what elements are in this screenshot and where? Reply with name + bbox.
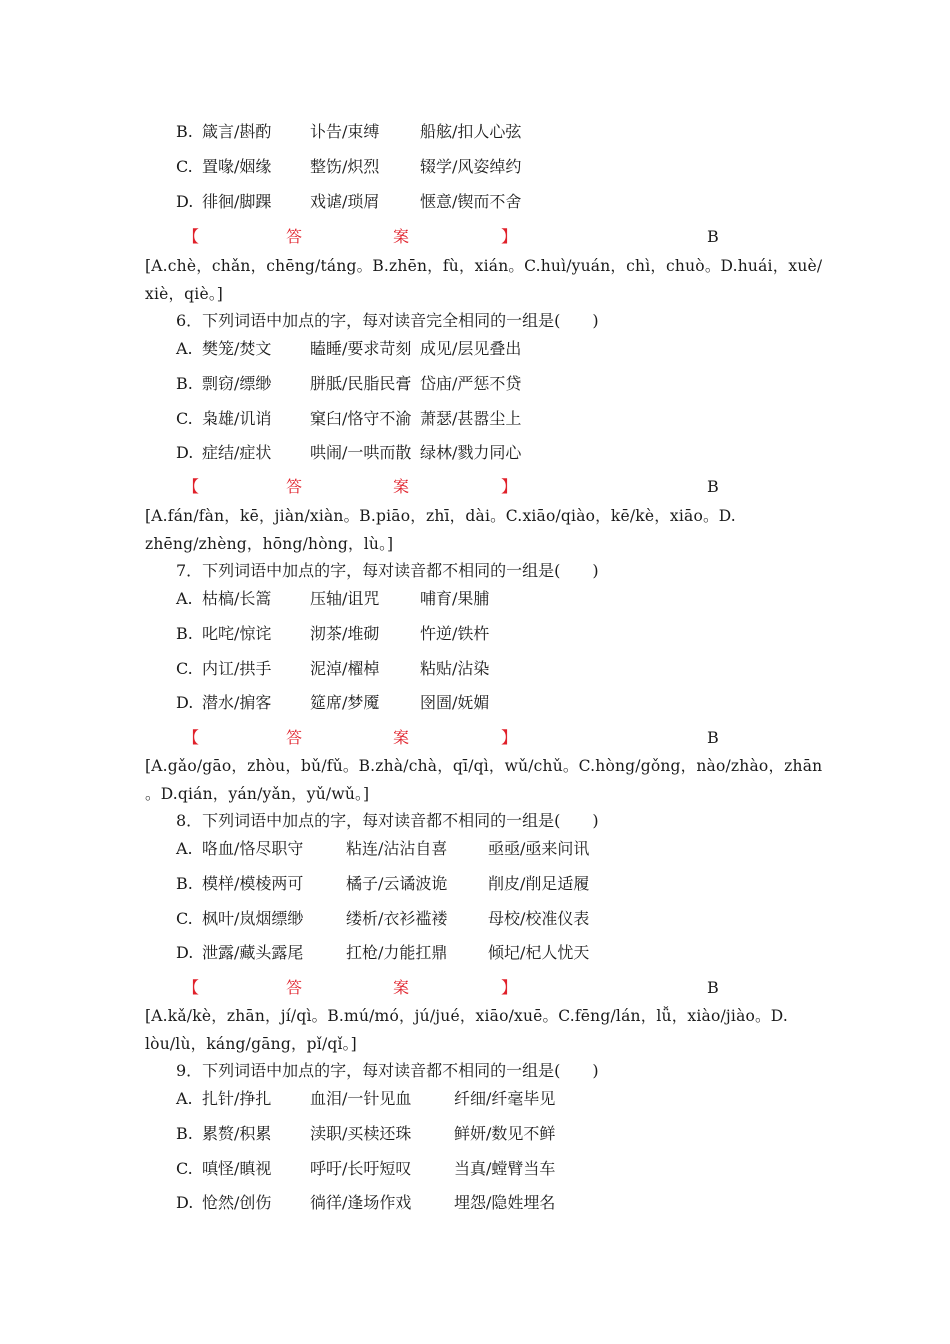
word-pair: 箴言/斟酌 (202, 122, 272, 141)
q8-stem: 8．下列词语中加点的字，每对读音都不相同的一组是( ) (176, 811, 599, 830)
word-pair: 岱庙/严惩不贷 (420, 374, 522, 393)
word-pair: 纤细/纤毫毕见 (454, 1089, 556, 1108)
word-pair: 徜徉/逢场作戏 (310, 1193, 412, 1212)
q6-answer-row (183, 476, 718, 498)
option-label: C. (176, 1159, 193, 1178)
word-pair: 橘子/云谲波诡 (346, 874, 448, 893)
answer-bracket-right: 】 (501, 477, 518, 496)
word-pair: 剽窃/缥缈 (202, 374, 272, 393)
word-pair: 模样/模棱两可 (202, 874, 304, 893)
word-pair: 绿林/戮力同心 (420, 443, 522, 462)
option-label: B. (176, 374, 193, 393)
q6-stem: 6．下列词语中加点的字，每对读音完全相同的一组是( ) (176, 311, 599, 330)
q5-explanation-line: xiè，qiè。] (145, 285, 224, 303)
word-pair: 潜水/掮客 (202, 693, 272, 712)
word-pair: 泄露/藏头露尾 (202, 943, 304, 962)
answer-bracket-left: 【 (183, 477, 200, 496)
word-pair: 徘徊/脚踝 (202, 192, 272, 211)
word-pair: 母校/校准仪表 (488, 909, 590, 928)
word-pair: 窠臼/恪守不渝 (310, 409, 412, 428)
answer-label: 答 (286, 477, 303, 496)
word-pair: 鲜妍/数见不鲜 (454, 1124, 556, 1143)
answer-label: 案 (393, 978, 410, 997)
option-label: A. (176, 339, 193, 358)
word-pair: 亟亟/亟来问讯 (488, 839, 590, 858)
word-pair: 倾圮/杞人忧天 (488, 943, 590, 962)
word-pair: 哄闹/一哄而散 (310, 443, 412, 462)
q8-explanation-line: [A.kǎ/kè，zhān，jí/qì。B.mú/mó，jú/jué，xiāo/xuē。C.fēng/lán，lǚ，xiào/jiào。D. (145, 1007, 788, 1025)
word-pair: 枭雄/讥诮 (202, 409, 272, 428)
option-label: C. (176, 659, 193, 678)
word-pair: 怆然/创伤 (202, 1193, 272, 1212)
answer-label: 答 (286, 728, 303, 747)
answer-value: B (707, 227, 719, 246)
word-pair: 樊笼/焚文 (202, 339, 272, 358)
word-pair: 整饬/炽烈 (310, 157, 380, 176)
answer-label: 案 (393, 227, 410, 246)
word-pair: 血泪/一针见血 (310, 1089, 412, 1108)
option-label: C. (176, 909, 193, 928)
answer-bracket-right: 】 (501, 728, 518, 747)
word-pair: 船舷/扣人心弦 (420, 122, 522, 141)
answer-value: B (707, 728, 719, 747)
word-pair: 囹圄/妩媚 (420, 693, 490, 712)
answer-bracket-left: 【 (183, 728, 200, 747)
q6-explanation-line: zhēng/zhèng，hōng/hòng，lù。] (145, 535, 394, 553)
word-pair: 枯槁/长篙 (202, 589, 272, 608)
q5-explanation-line: [A.chè，chǎn，chēng/táng。B.zhēn，fù，xián。C.huì/yuán，chì，chuò。D.huái，xuè/ (145, 257, 823, 275)
word-pair: 沏茶/堆砌 (310, 624, 380, 643)
word-pair: 咯血/恪尽职守 (202, 839, 304, 858)
word-pair: 当真/螳臂当车 (454, 1159, 556, 1178)
option-label: D. (176, 443, 194, 462)
option-label: C. (176, 157, 193, 176)
option-label: A. (176, 839, 193, 858)
word-pair: 嗔怪/瞋视 (202, 1159, 272, 1178)
word-pair: 戏谑/琐屑 (310, 192, 380, 211)
answer-value: B (707, 978, 719, 997)
q8-answer-row (183, 977, 718, 999)
word-pair: 哺育/果脯 (420, 589, 490, 608)
answer-bracket-left: 【 (183, 978, 200, 997)
q6-explanation-line: [A.fán/fàn，kē，jiàn/xiàn。B.piāo，zhī，dài。C.xiāo/qiào，kē/kè，xiāo。D. (145, 507, 736, 525)
option-label: D. (176, 192, 194, 211)
word-pair: 渎职/买椟还珠 (310, 1124, 412, 1143)
answer-label: 答 (286, 978, 303, 997)
answer-bracket-left: 【 (183, 227, 200, 246)
answer-bracket-right: 】 (501, 978, 518, 997)
option-label: D. (176, 693, 194, 712)
word-pair: 讣告/束缚 (310, 122, 380, 141)
word-pair: 置喙/姻缘 (202, 157, 272, 176)
word-pair: 症结/症状 (202, 443, 272, 462)
option-label: D. (176, 943, 194, 962)
word-pair: 萧瑟/甚嚣尘上 (420, 409, 522, 428)
q7-answer-row (183, 727, 718, 749)
q5-answer-row (183, 226, 718, 248)
option-label: C. (176, 409, 193, 428)
word-pair: 削皮/削足适履 (488, 874, 590, 893)
option-label: B. (176, 122, 193, 141)
q7-stem: 7．下列词语中加点的字，每对读音都不相同的一组是( ) (176, 561, 599, 580)
option-label: A. (176, 1089, 193, 1108)
word-pair: 瞌睡/要求苛刻 (310, 339, 412, 358)
word-pair: 筵席/梦魇 (310, 693, 380, 712)
answer-bracket-right: 】 (501, 227, 518, 246)
word-pair: 呼吁/长吁短叹 (310, 1159, 412, 1178)
word-pair: 缕析/衣衫褴褛 (346, 909, 448, 928)
word-pair: 累赘/积累 (202, 1124, 272, 1143)
option-label: A. (176, 589, 193, 608)
word-pair: 扛枪/力能扛鼎 (346, 943, 448, 962)
word-pair: 粘连/沾沾自喜 (346, 839, 448, 858)
q7-explanation-line: 。D.qián，yán/yǎn，yǔ/wǔ。] (145, 785, 370, 803)
option-label: B. (176, 874, 193, 893)
word-pair: 忤逆/铁杵 (420, 624, 490, 643)
word-pair: 埋怨/隐姓埋名 (454, 1193, 556, 1212)
word-pair: 惬意/锲而不舍 (420, 192, 522, 211)
option-label: B. (176, 624, 193, 643)
word-pair: 粘贴/沾染 (420, 659, 490, 678)
word-pair: 成见/层见叠出 (420, 339, 522, 358)
answer-label: 案 (393, 477, 410, 496)
answer-label: 案 (393, 728, 410, 747)
word-pair: 胼胝/民脂民膏 (310, 374, 412, 393)
word-pair: 扎针/挣扎 (202, 1089, 272, 1108)
option-label: D. (176, 1193, 194, 1212)
q8-explanation-line: lòu/lù，káng/gāng，pǐ/qǐ。] (145, 1035, 357, 1053)
word-pair: 叱咤/惊诧 (202, 624, 272, 643)
q7-explanation-line: [A.gǎo/gāo，zhòu，bǔ/fǔ。B.zhà/chà，qī/qì，wǔ/chǔ。C.hòng/gǒng，nào/zhào，zhān (145, 757, 823, 775)
option-label: B. (176, 1124, 193, 1143)
word-pair: 枫叶/岚烟缥缈 (202, 909, 304, 928)
word-pair: 辍学/风姿绰约 (420, 157, 522, 176)
q9-stem: 9．下列词语中加点的字，每对读音都不相同的一组是( ) (176, 1061, 599, 1080)
word-pair: 压轴/诅咒 (310, 589, 380, 608)
answer-value: B (707, 477, 719, 496)
answer-label: 答 (286, 227, 303, 246)
word-pair: 泥淖/櫂棹 (310, 659, 380, 678)
word-pair: 内讧/拱手 (202, 659, 272, 678)
